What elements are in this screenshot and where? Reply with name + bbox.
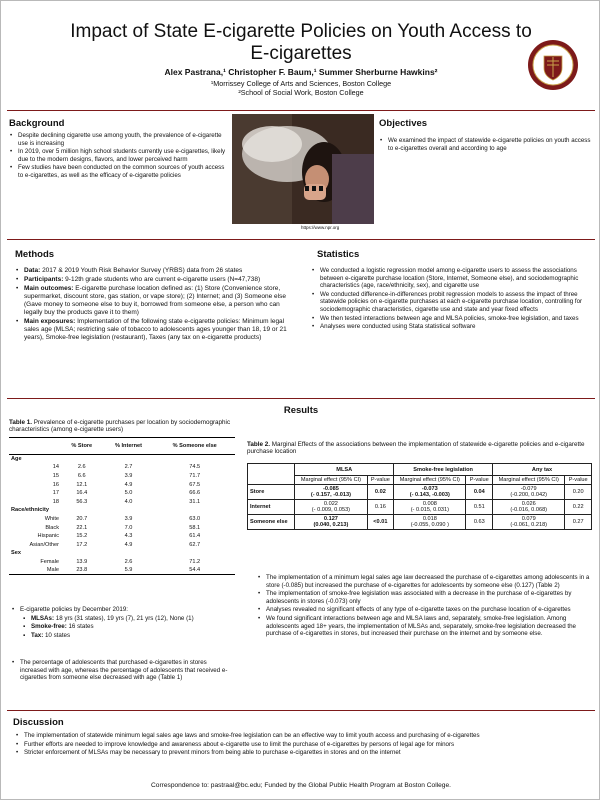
table2-subheader: P-value [466, 476, 493, 485]
table2-effect-cell: 0.127 (0.040, 0.213) [295, 515, 367, 530]
methods-item-label: Main exposures: [24, 318, 76, 325]
table1-cell: 4.3 [124, 533, 133, 540]
methods-item [15, 285, 295, 317]
table2-subheader: P-value [367, 476, 394, 485]
table2-effect-cell: 0.008 (- 0.015, 0.031) [394, 500, 466, 515]
affiliation-1: ¹Morrissey College of Arts and Sciences, Boston College [210, 79, 392, 88]
results-heading: Results [283, 405, 319, 416]
table1-caption [9, 419, 239, 434]
methods-item-text: E-cigarette purchase location defined as: (1) Store (Convenience store, supermarket, discount store, gas station, or vape store); (2) Internet; and (3) Someone else (Gave money to someone else to buy it, borrowed from someone else, a person who can legally buy the products gave it to them) [24, 285, 286, 316]
table2-row-label: Someone else [248, 515, 295, 530]
table-row [9, 540, 235, 549]
table1-note-bullet: • The percentage of adolescents that purchased e-cigarettes in stores increased with age, whereas the percentage of adolescents that received e-cigarettes from someone else decreased with age (Table 1) [11, 659, 229, 682]
statistics-heading: Statistics [317, 249, 360, 260]
table1-cell: 2.7 [124, 464, 133, 471]
discussion-body [15, 732, 591, 758]
table1-cell: Female [40, 558, 59, 565]
policy-text: 16 states [66, 623, 94, 631]
policies-list [11, 606, 236, 640]
table1-cell: 4.0 [124, 498, 133, 505]
discussion-bullet: • Further efforts are needed to improve knowledge and awareness about e-cigarette use to limit the purchase of e-cigarettes by persons of legal age for minors [15, 741, 591, 749]
table1-cell: 3.9 [124, 472, 133, 479]
table2-row-label: Internet [248, 500, 295, 515]
results-bullet: • The implementation of a minimum legal sales age law decreased the purchase of e-cigarettes among adolescents in a store (-0.085) but increased the purchase of e-cigarettes for adolescents by someone else (0.127) (Table 2) [257, 574, 593, 589]
table1 [9, 437, 235, 575]
policies-intro: • E-cigarette policies by December 2019: [11, 606, 236, 614]
table1-header [9, 438, 61, 455]
table1-cell: 7.0 [124, 524, 133, 531]
background-bullet: • Despite declining cigarette use among youth, the prevalence of e-cigarette use is increasing [9, 132, 227, 147]
table1-cell: 22.1 [76, 524, 88, 531]
methods-item-text: 9-12th grade students who are current e-cigarette users (N=47,738) [63, 276, 261, 283]
policy-label: Tax: [31, 631, 44, 639]
table1-cell: 16.4 [76, 490, 88, 497]
background-bullet: • Few studies have been conducted on the common sources of youth access to e-cigarettes, as well as the efficacy of e-cigarette policies [9, 164, 227, 179]
table1-cell: 74.5 [189, 464, 201, 471]
table1-cell: 6.6 [77, 472, 86, 479]
table1-cell: 71.2 [189, 558, 201, 565]
results-bullet: • We found significant interactions between age and MLSA laws and, separately, smoke-free legislation. Among adolescents aged 18+ years, the implementation of MLSAs and, separately, smoke-free legislation decreased the purchase of e-cigarettes in stores, but increased their purchase on the internet and by someone else. [257, 615, 593, 638]
divider [7, 710, 595, 711]
table2-subheader: P-value [565, 476, 592, 485]
background-bullet: • In 2019, over 5 million high school students currently use e-cigarettes, likely due to the modern designs, flavors, and lower perceived harm [9, 148, 227, 163]
methods-item-text: Implementation of the following state e-cigarette policies: Minimum legal sales age (MLSA; restricting sale of tobacco to adolescents ages younger than 18, 19 or 21 years), Smoke-free legislation (restaurant), Taxes (any tax on e-cigarette products) [24, 318, 287, 341]
objectives-heading: Objectives [379, 118, 428, 129]
table1-cell: Asian/Other [29, 541, 59, 548]
table1-cell: 61.4 [189, 533, 201, 540]
affiliation-2: ²School of Social Work, Boston College [238, 88, 364, 97]
table1-cell: 16 [52, 481, 59, 488]
table1-cell: 4.9 [124, 481, 133, 488]
table2-group-header: MLSA [295, 464, 394, 476]
table1-cell: 17 [52, 490, 59, 497]
table2-caption-label: Table 2. [247, 441, 270, 448]
table2-group-header: Smoke-free legislation [394, 464, 493, 476]
table2-pvalue-cell: 0.16 [367, 500, 394, 515]
table1-cell: 2.6 [124, 558, 133, 565]
table2-corner [248, 464, 295, 485]
methods-item-label: Data: [24, 267, 41, 274]
table2-pvalue-cell: 0.27 [565, 515, 592, 530]
methods-body [15, 267, 295, 343]
table1-cell: 5.9 [103, 566, 155, 575]
table1-cell: Hispanic [37, 533, 59, 540]
table2-group-header: Any tax [493, 464, 592, 476]
table-row [9, 497, 235, 506]
methods-item-text: 2017 & 2019 Youth Risk Behavior Survey (YRBS) data from 26 states [40, 267, 243, 274]
divider [7, 398, 595, 399]
table-row [9, 566, 235, 575]
table-row [9, 463, 235, 472]
table1-header: % Someone else [154, 438, 235, 455]
table-row [9, 558, 235, 567]
statistics-body [311, 267, 593, 332]
table1-cell: 31.1 [189, 498, 201, 505]
table1-cell: 3.9 [124, 515, 133, 522]
table1-cell: 54.4 [154, 566, 235, 575]
table1-cell: 58.1 [189, 524, 201, 531]
divider [7, 110, 595, 111]
table1-cell: 13.9 [76, 558, 88, 565]
table2-subheader: Marginal effect (95% CI) [394, 476, 466, 485]
table2-effect-cell: -0.079 (-0.200, 0.042) [493, 485, 565, 500]
vaping-photo [232, 114, 374, 224]
results-bullet: • The implementation of smoke-free legislation was associated with a decrease in the purchase of e-cigarettes by adolescents in stores (-0.073) only [257, 590, 593, 605]
discussion-heading: Discussion [13, 717, 64, 728]
table1-cell: 56.3 [76, 498, 88, 505]
boston-college-seal-logo [527, 39, 579, 91]
table1-cell: 15 [52, 472, 59, 479]
policy-item [11, 615, 236, 623]
poster-title: Impact of State E-cigarette Policies on Youth Access to E-cigarettes [70, 21, 532, 64]
authors: Alex Pastrana,¹ Christopher F. Baum,¹ Summer Sherburne Hawkins² [164, 67, 438, 77]
table1-cell: 12.1 [76, 481, 88, 488]
table1-cell: 63.0 [189, 515, 201, 522]
table1-cell: 71.7 [189, 472, 201, 479]
table1-cell: 66.6 [189, 490, 201, 497]
policy-item [11, 632, 236, 640]
background-heading: Background [9, 118, 65, 129]
policy-text: 18 yrs (31 states), 19 yrs (7), 21 yrs (12), None (1) [54, 614, 194, 622]
table1-cell: 2.6 [77, 464, 86, 471]
table2-effect-cell: 0.022 (- 0.009, 0.053) [295, 500, 367, 515]
table-row [9, 489, 235, 498]
objectives-body [379, 137, 593, 153]
statistics-bullet: • We conducted a logistic regression model among e-cigarette users to assess the associations between e-cigarette purchase location (Store, Internet, Someone else), and sociodemographic characteristics (age, race/ethnicity, sex), and cigarette use [311, 267, 593, 290]
statistics-bullet: • Analyses were conducted using Stata statistical software [311, 323, 593, 331]
table1-header: % Store [61, 438, 103, 455]
methods-item [15, 318, 295, 342]
background-body [9, 132, 227, 181]
table-row [9, 480, 235, 489]
objectives-bullet: • We examined the impact of statewide e-cigarette policies on youth access to e-cigarettes overall and according to age [379, 137, 593, 152]
table2-pvalue-cell: <0.01 [367, 515, 394, 530]
table1-group-label: Race/ethnicity [11, 507, 49, 514]
table1-header: % Internet [103, 438, 155, 455]
table1-cell: 15.2 [76, 533, 88, 540]
table2-pvalue-cell: 0.51 [466, 500, 493, 515]
table2-effect-cell: -0.073 (- 0.143, -0.003) [394, 485, 466, 500]
table1-cell: 17.2 [76, 541, 88, 548]
table1-cell: 14 [52, 464, 59, 471]
methods-item [15, 276, 295, 284]
table2-subheader: Marginal effect (95% CI) [295, 476, 367, 485]
table1-cell: Male [9, 566, 61, 575]
policy-item [11, 623, 236, 631]
table-row [9, 532, 235, 541]
table1-group-label: Age [11, 456, 22, 463]
methods-item-label: Participants: [24, 276, 64, 283]
results-body [257, 574, 593, 639]
methods-item-label: Main outcomes: [24, 285, 74, 292]
table-row [248, 485, 592, 500]
table-row [9, 472, 235, 481]
table1-caption-label: Table 1. [9, 419, 32, 426]
table2-pvalue-cell: 0.02 [367, 485, 394, 500]
table2-row-label: Store [248, 485, 295, 500]
results-bullet: • Analyses revealed no significant effects of any type of e-cigarette taxes on the purchase location of e-cigarettes [257, 606, 593, 614]
table2-subheader: Marginal effect (95% CI) [493, 476, 565, 485]
table1-cell: 67.5 [189, 481, 201, 488]
table1-cell: 20.7 [76, 515, 88, 522]
table1-cell: 62.7 [189, 541, 201, 548]
photo-credit: https://www.npr.org [301, 225, 340, 230]
statistics-bullet: • We conducted difference-in-differences probit regression models to assess the impact of three statewide policies on e-cigarette purchases at each e-cigarette purchase location, controlling for sociodemographic characteristics, cigarette use and state and year fixed effects [311, 291, 593, 314]
table2-pvalue-cell: 0.20 [565, 485, 592, 500]
table-row [248, 515, 592, 530]
table2-effect-cell: 0.026 (-0.016, 0.068) [493, 500, 565, 515]
table-row [248, 500, 592, 515]
statistics-bullet: • We then tested interactions between age and MLSA policies, smoke-free legislation, and taxes [311, 315, 593, 323]
table2-pvalue-cell: 0.63 [466, 515, 493, 530]
divider [7, 239, 595, 240]
table1-cell: 18 [52, 498, 59, 505]
methods-heading: Methods [15, 249, 55, 260]
methods-item [15, 267, 295, 275]
discussion-bullet: • Stricter enforcement of MLSAs may be necessary to prevent minors from being able to purchase e-cigarettes in stores and on the internet [15, 749, 591, 757]
table1-cell: Black [45, 524, 59, 531]
affiliations [61, 79, 541, 97]
table2-effect-cell: 0.018 (-0.055, 0.090 ) [394, 515, 466, 530]
footer-correspondence: Correspondence to: pastraal@bc.edu; Funded by the Global Public Health Program at Boston College. [151, 782, 451, 789]
table1-caption-text: Prevalence of e-cigarette purchases per location by sociodemographic characteristics (among e-cigarette users) [9, 419, 231, 434]
table2-effect-cell: -0.085 (- 0.157, -0.013) [295, 485, 367, 500]
table2-caption [247, 441, 592, 456]
table-row [9, 523, 235, 532]
table1-cell: 4.9 [124, 541, 133, 548]
table1-group-label: Sex [11, 550, 21, 557]
table1-cell: 23.8 [61, 566, 103, 575]
table2-pvalue-cell: 0.22 [565, 500, 592, 515]
table2-pvalue-cell: 0.04 [466, 485, 493, 500]
table2-caption-text: Marginal Effects of the associations between the implementation of statewide e-cigarette policies and e-cigarette purchase location [247, 441, 585, 456]
policy-text: 10 states [43, 631, 71, 639]
table2 [247, 463, 592, 530]
table-row [9, 515, 235, 524]
table1-cell: White [44, 515, 59, 522]
policy-label: MLSAs: [31, 614, 55, 622]
policy-label: Smoke-free: [31, 623, 67, 631]
discussion-bullet: • The implementation of statewide minimum legal sales age laws and smoke-free legislation can be an effective way to limit youth access and purchasing of e-cigarettes [15, 732, 591, 740]
table1-note [11, 659, 229, 683]
table2-effect-cell: 0.079 (-0.061, 0.218) [493, 515, 565, 530]
table1-cell: 5.0 [124, 490, 133, 497]
